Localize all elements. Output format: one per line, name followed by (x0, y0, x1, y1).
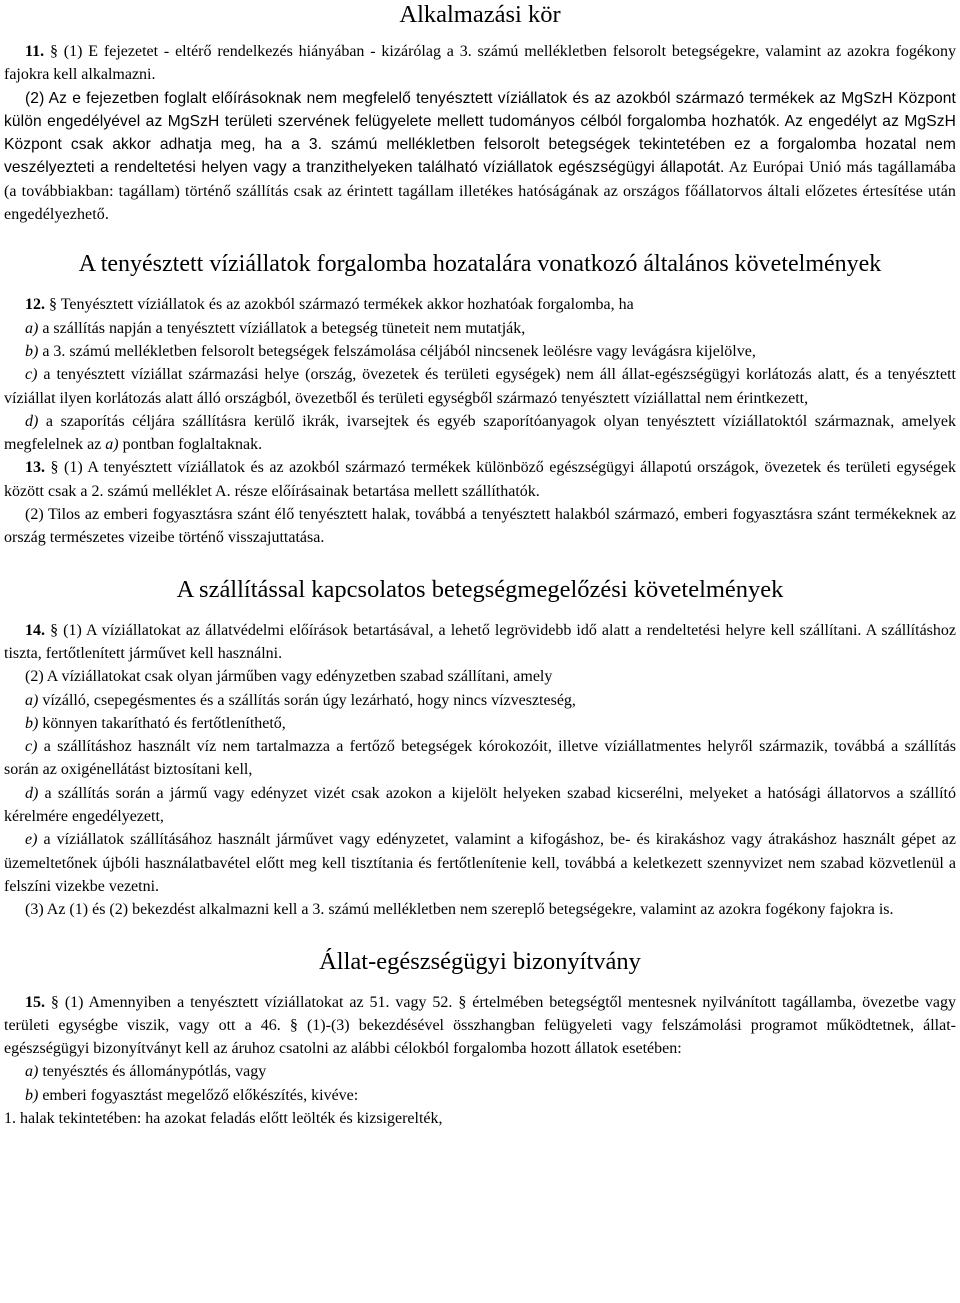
paragraph-13-2: (2) Tilos az emberi fogyasztásra szánt élő tenyésztett halak, továbbá a tenyésztett halakból származó, emberi fogyasztásra szánt termékeknek az ország természetes vizeibe történő visszajuttatása. (4, 506, 956, 547)
section-heading-health-certificate: Állat-egészségügyi bizonyítvány (319, 947, 641, 975)
paragraph-14-c: c) a szállításhoz használt víz nem tartalmazza a fertőző betegségek kórokozóit, illetve víziállatmentes helyről származik, továbbá a szállítás során az oxigénellátást biztosítani kell, (4, 738, 956, 779)
paragraph-15-b: b) emberi fogyasztást megelőző előkészítés, kivéve: (25, 1086, 359, 1104)
paragraph-14-b: b) könnyen takarítható és fertőtleníthető, (25, 714, 286, 732)
section-number-12: 12. (25, 296, 45, 314)
paragraph-15-b-1: 1. halak tekintetében: ha azokat feladás előtt leölték és kizsigerelték, (4, 1109, 443, 1127)
section-heading-transport-requirements: A szállítással kapcsolatos betegségmegelőzési követelmények (176, 575, 784, 603)
paragraph-15-1: 15. § (1) Amennyiben a tenyésztett víziállatokat az 51. vagy 52. § értelmében betegségtől mentesnek nyilvánított tagállamba, övezetbe vagy területi egységbe viszik, vagy ott a 46. § (1)-(3) bekezdésével összhangban felügyeleti vagy felszámolási programot működtetnek, állat-egészségügyi bizonyítványt kell az áruhoz csatolni az alábbi célokból forgalomba hozott állatok esetében: (4, 993, 956, 1058)
section-number-15: 15. (25, 993, 45, 1011)
paragraph-12-d: d) a szaporítás céljára szállításra kerülő ikrák, ivarsejtek és egyéb szaporítóanyagok olyan tenyésztett víziállatoktól származnak, amelyek megfelelnek az a) pontban foglaltaknak. (4, 412, 956, 454)
paragraph-14-3: (3) Az (1) és (2) bekezdést alkalmazni kell a 3. számú mellékletben nem szereplő betegségekre, valamint az azokra fogékony fajokra is. (25, 901, 894, 919)
paragraph-12: 12. § Tenyésztett víziállatok és az azokból származó termékek akkor hozhatóak forgalomba, ha (25, 296, 634, 314)
paragraph-14-d: d) a szállítás során a jármű vagy edényzet vizét csak azokon a kijelölt helyeken szabad kicserélni, melyeket a hatósági állatorvos a szállító kérelmére engedélyezett, (4, 784, 956, 826)
paragraph-12-c: c) a tenyésztett víziállat származási helye (ország, övezetek és területi egységek) nem áll állat-egészségügyi korlátozás alatt, és a tenyésztett víziállat ilyen korlátozás alatt álló országból, övezetből és területi egységből származó tenyésztett víziállattal nem érintkezett, (4, 366, 956, 407)
section-heading-scope: Alkalmazási kör (399, 1, 561, 28)
section-number-11: 11. (25, 43, 45, 60)
section-number-14: 14. (25, 621, 45, 639)
paragraph-11-2: (2) Az e fejezetben foglalt előírásoknak nem megfelelő tenyésztett víziállatok és az azokból származó termékek az MgSzH Központ külön engedélyével az MgSzH területi szervének felügyelete mellett tudományos célból forgalomba hozhatók. Az engedélyt az MgSzH Központ csak akkor adhatja meg, ha a 3. számú mellékletben felsorolt betegségek tekintetében ez a forgalomba hozatal nem veszélyezteti a rendeltetési helyen vagy a tranzithelyeken található víziállatok egészségügyi állapotát. Az Európai Unió más tagállamába (a továbbiakban: tagállam) történő szállítás csak az érintett tagállam illetékes hatóságának az országos főállatorvos általi előzetes értesítése után engedélyezhető. (4, 89, 956, 224)
section-heading-general-requirements: A tenyésztett víziállatok forgalomba hozatalára vonatkozó általános követelmények (78, 251, 882, 278)
paragraph-14-1: 14. § (1) A víziállatokat az állatvédelmi előírások betartásával, a lehető legrövidebb idő alatt a rendeltetési helyre kell szállítani. A szállításhoz tiszta, fertőtlenített járművet kell használni. (4, 621, 956, 662)
paragraph-12-a: a) a szállítás napján a tenyésztett víziállatok a betegség tüneteit nem mutatják, (25, 319, 526, 337)
document-page (4, 0, 956, 1130)
paragraph-14-2: (2) A víziállatokat csak olyan járműben vagy edényzetben szabad szállítani, amely (25, 668, 553, 686)
paragraph-15-a: a) tenyésztés és állománypótlás, vagy (25, 1063, 267, 1081)
paragraph-11-1: 11. § (1) E fejezetet - eltérő rendelkezés hiányában - kizárólag a 3. számú mellékletben felsorolt betegségekre, valamint az azokra fogékony fajokra kell alkalmazni. (4, 43, 956, 84)
paragraph-14-e: e) a víziállatok szállításához használt járművet vagy edényzetet, valamint a kifogáshoz, be- és kirakáshoz vagy átrakáshoz használt gépet az üzemeltetőnek újbóli használatbavétel előtt meg kell tisztítania és fertőtlenítenie kell, továbbá a keletkezett szennyvizet nem szabad közvetlenül a felszíni vizekbe vezetni. (4, 831, 956, 895)
paragraph-12-b: b) a 3. számú mellékletben felsorolt betegségek felszámolása céljából nincsenek leölésre vagy levágásra kijelölve, (25, 342, 756, 360)
paragraph-14-a: a) vízálló, csepegésmentes és a szállítás során úgy lezárható, hogy nincs vízveszteség, (25, 691, 576, 709)
section-number-13: 13. (25, 459, 45, 477)
paragraph-13-1: 13. § (1) A tenyésztett víziállatok és az azokból származó termékek különböző egészségügyi állapotú országok, övezetek és területi egységek között csak a 2. számú melléklet A. része előírásainak betartása mellett szállíthatók. (4, 459, 956, 500)
